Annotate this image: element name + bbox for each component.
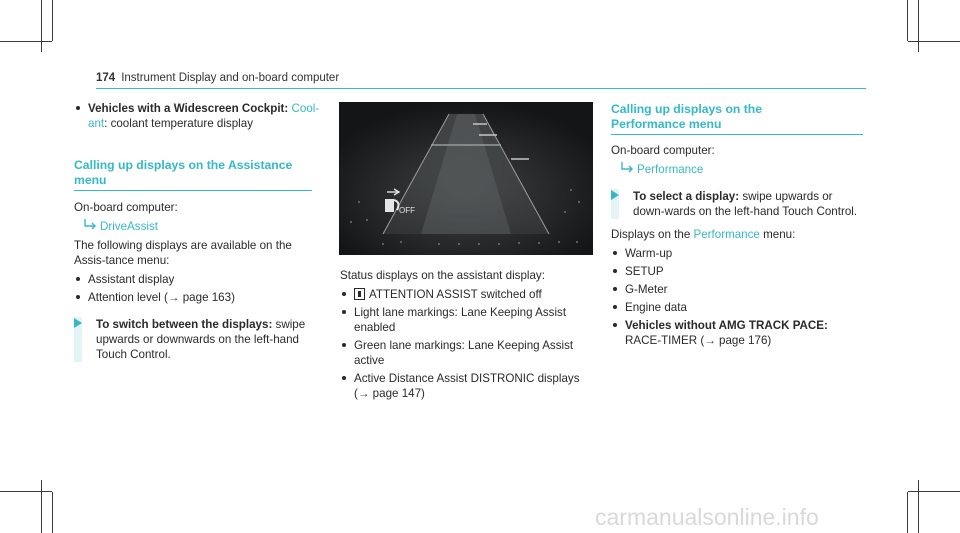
list-item-text: ATTENTION ASSIST switched off: [369, 288, 542, 301]
list-item: [74, 101, 324, 131]
heading-rule: [74, 190, 312, 191]
section-heading: Calling up displays on the Performance menu: [611, 102, 763, 131]
heading-rule: [611, 134, 863, 135]
step-arrow-icon: [611, 190, 619, 200]
step-arrow-icon: [74, 318, 82, 328]
list-item: Active Distance Assist DISTRONIC displays (→ page 147): [340, 371, 590, 401]
crop-mark: [52, 0, 53, 41]
crop-mark: [918, 0, 919, 52]
column-left: [74, 101, 324, 370]
crop-mark: [907, 492, 908, 533]
header-rule: [96, 88, 866, 89]
onboard-label: On-board computer:: [74, 201, 178, 214]
crop-mark: [41, 480, 42, 533]
displays-intro: [611, 227, 866, 242]
bullet-bold-text: Vehicles with a Widescreen Cockpit:: [88, 102, 289, 115]
section-heading: Calling up displays on the Assistance menu: [74, 158, 293, 187]
page-header: [96, 71, 339, 86]
step-text: swipe upwards or down-wards on the left-hand Touch Control.: [633, 190, 858, 218]
road-graphic: [339, 102, 593, 255]
list-item: G-Meter: [611, 282, 866, 297]
list-item: Attention level (→ page 163): [74, 290, 324, 305]
page-title: Instrument Display and on-board computer: [121, 72, 340, 84]
list-item: [340, 287, 590, 302]
crop-mark: [41, 0, 42, 52]
column-middle: [340, 268, 590, 404]
list-item: Warm-up: [611, 246, 866, 261]
assistant-display-image: [339, 102, 593, 255]
menu-path-label[interactable]: DriveAssist: [100, 220, 158, 233]
bullet-text: : coolant temperature display: [104, 117, 253, 130]
crop-mark: [907, 0, 908, 41]
list-item: [611, 318, 866, 348]
instruction-step: [611, 189, 866, 219]
attention-off-icon: [385, 189, 399, 212]
step-bold-text: To switch between the displays:: [96, 318, 273, 331]
step-text: swipe upwards or downwards on the left-hand Touch Control.: [96, 318, 306, 361]
crop-mark: [52, 492, 53, 533]
crop-mark: [918, 480, 919, 533]
status-intro: Status displays on the assistant display:: [340, 269, 545, 282]
displays-suffix: menu:: [763, 228, 796, 241]
crop-mark: [0, 41, 52, 42]
list-item-text: RACE-TIMER (→ page 176): [625, 334, 772, 347]
column-right: [611, 102, 866, 351]
attention-assist-icon: [354, 288, 365, 300]
attention-off-label: OFF: [399, 206, 415, 215]
list-item: Light lane markings: Lane Keeping Assist enabled: [340, 305, 590, 335]
crop-mark: [908, 491, 960, 492]
link-performance[interactable]: Performance: [693, 228, 760, 241]
menu-path: [611, 162, 866, 177]
list-item: Assistant display: [74, 272, 324, 287]
instruction-step: [74, 317, 324, 362]
list-item: Green lane markings: Lane Keeping Assist active: [340, 338, 590, 368]
watermark: carmanualsonline.info: [595, 504, 819, 530]
displays-prefix: Displays on the: [611, 228, 691, 241]
menu-path-arrow-icon: [84, 219, 96, 231]
crop-mark: [0, 491, 52, 492]
menu-path: [74, 219, 324, 234]
list-item: SETUP: [611, 264, 866, 279]
step-bold-text: To select a display:: [633, 190, 740, 203]
intro-text: The following displays are available on the Assis-tance menu:: [74, 239, 292, 267]
list-item-bold-text: Vehicles without AMG TRACK PACE:: [625, 319, 828, 332]
menu-path-label[interactable]: Performance: [637, 163, 704, 176]
list-item: Engine data: [611, 300, 866, 315]
onboard-label: On-board computer:: [611, 144, 715, 157]
link-coolant[interactable]: Cool-ant: [88, 102, 320, 130]
menu-path-arrow-icon: [621, 162, 633, 174]
page-number: 174: [96, 72, 116, 84]
crop-mark: [908, 41, 960, 42]
